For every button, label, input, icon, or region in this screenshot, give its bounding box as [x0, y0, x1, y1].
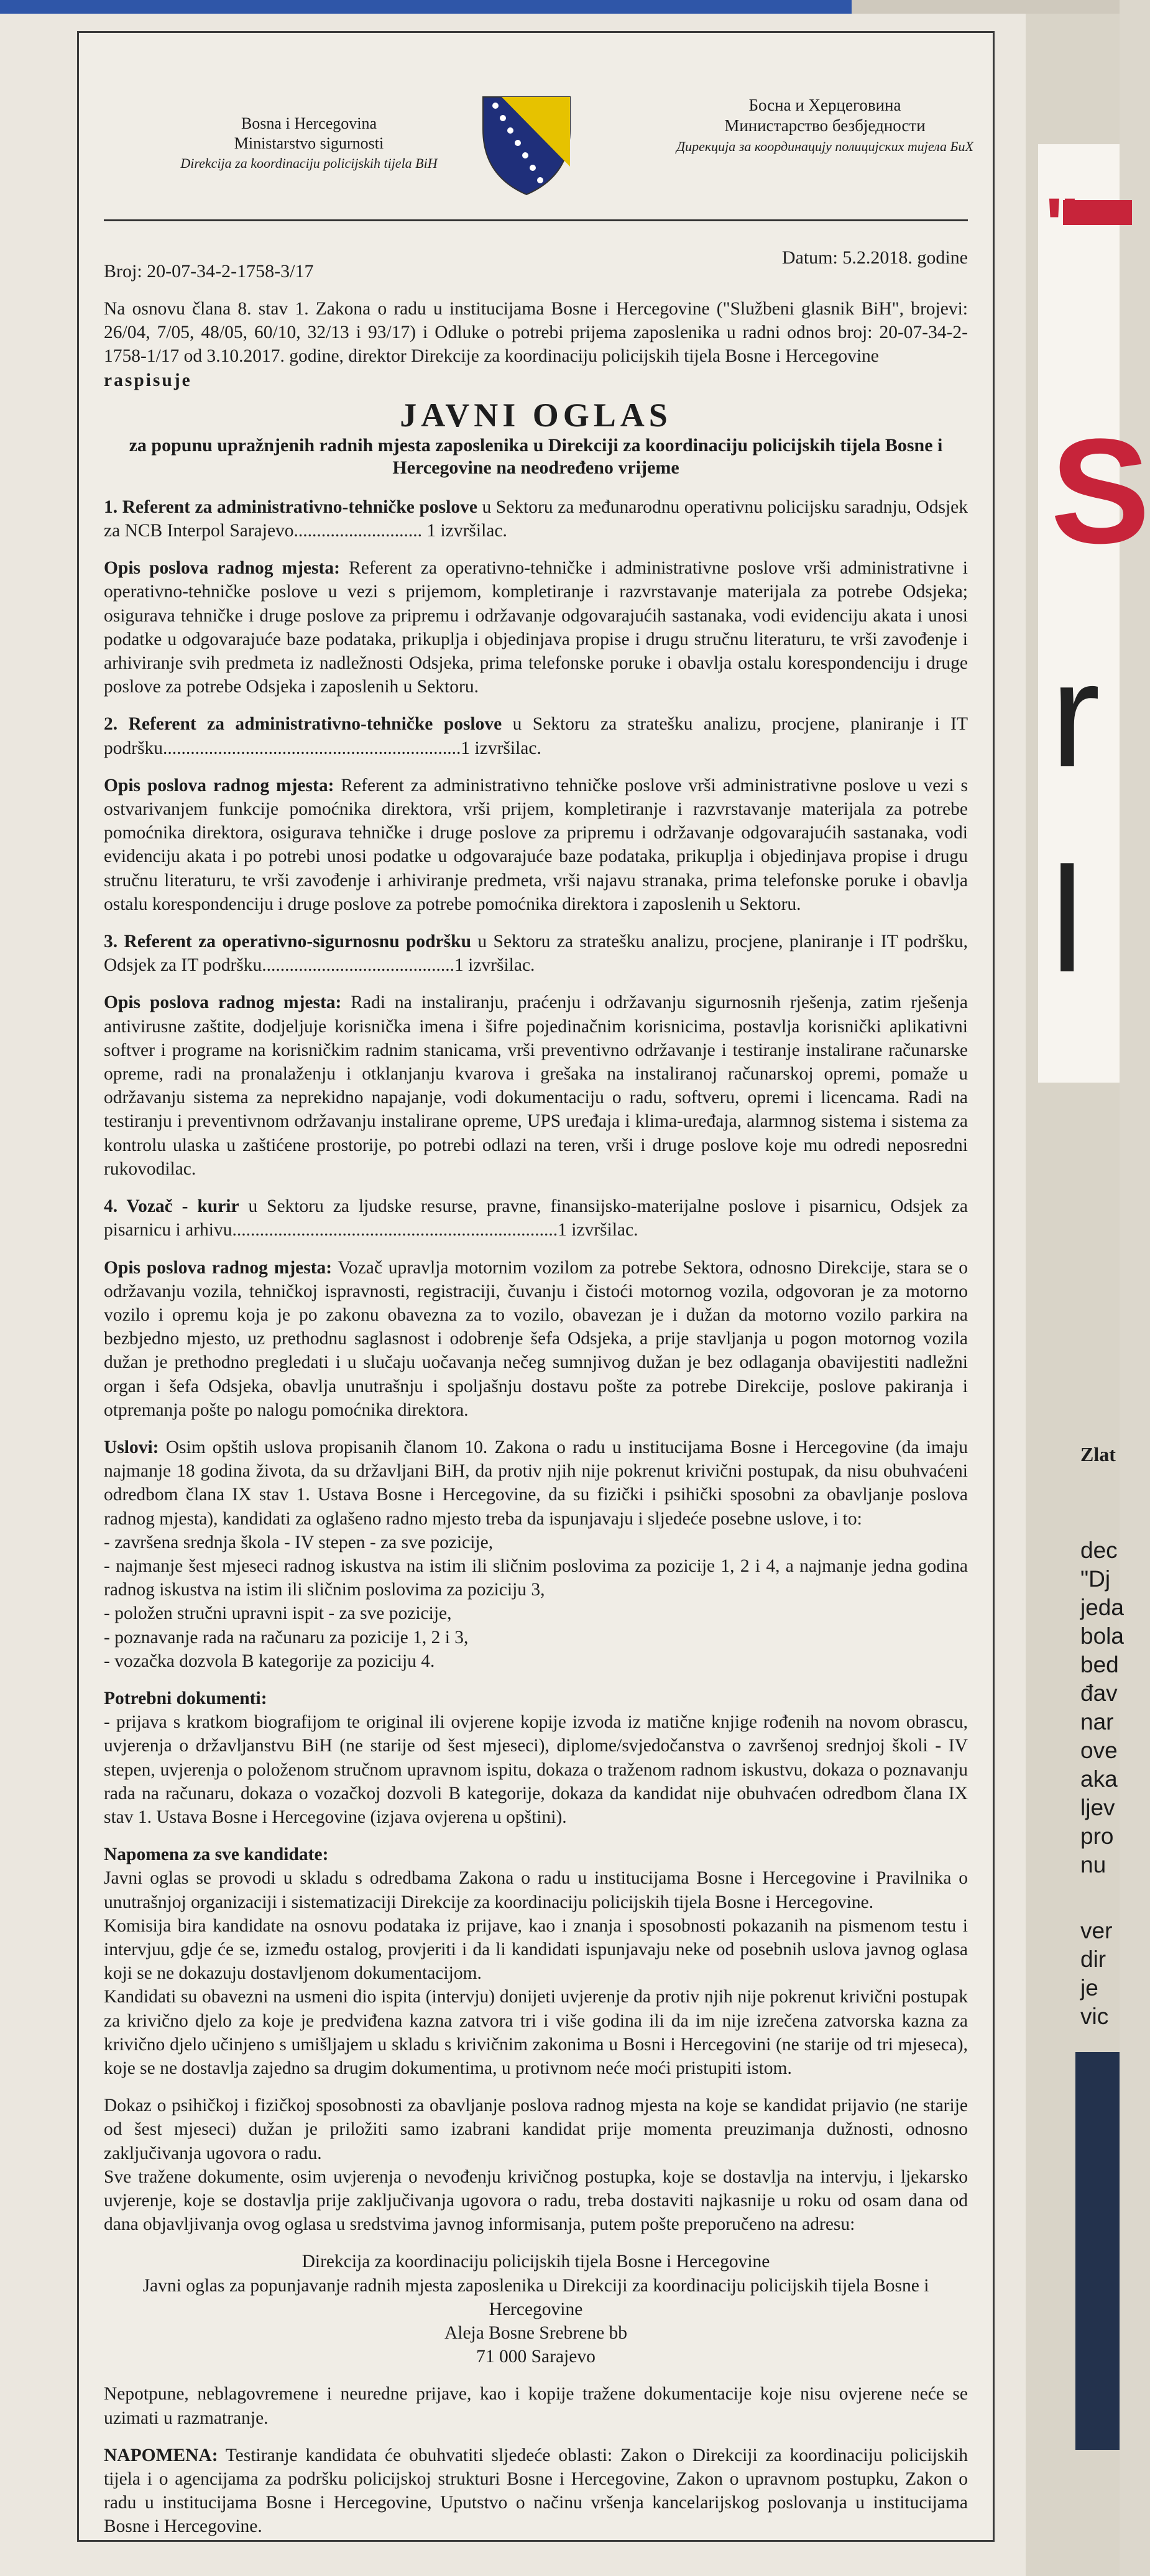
- notice-subtitle: za popunu upražnjenih radnih mjesta zaposlenika u Direkciji za koordinaciju policijskih tijela Bosne i Hercegovine na neodređeno vrijeme: [129, 434, 943, 478]
- position-3-heading: 3. Referent za operativno-sigurnosnu podršku: [104, 932, 471, 952]
- position-3-description: [104, 991, 968, 1181]
- header-latin: [135, 114, 483, 173]
- mailing-address: [104, 2250, 968, 2368]
- adjacent-big-letter: S: [1051, 408, 1150, 574]
- uslovi-item: - vozačka dozvola B kategorije za poziciju 4.: [104, 1651, 435, 1671]
- header-ministry: Ministarstvo sigurnosti: [234, 134, 384, 152]
- position-1-opis: Referent za operativno-tehničke i administrativne poslove vrši administrativne i operativno-tehničke poslove u vezi s prijemom, kompletiranje i razvrstavanje materijala za potrebe Odsjeka; osigurava tehničke i druge poslove za pripremu i održavanje odgovarajućih sastanaka, vodi evidenciju akata i unosi podatke u odgovarajuće baze podataka, prikuplja i objedinjava propise i drugu stručnu literaturu, te vrši zavođenje i arhiviranje svih predmeta iz nadležnosti Odsjeka, prima telefonske poruke i obavlja ostalu korespondenciju i druge poslove za potrebe Odsjeka i zaposlenih u Sektoru.: [104, 558, 968, 697]
- adjacent-big-letter: l: [1051, 837, 1084, 1003]
- napomena-label: Napomena za sve kandidate:: [104, 1845, 329, 1865]
- position-3: [104, 930, 968, 977]
- top-bar-gap: [852, 0, 1120, 14]
- header-ministry-cyrillic: Министарство безбједности: [724, 116, 926, 135]
- uslovi-item: - završena srednja škola - IV stepen - za sve pozicije,: [104, 1532, 494, 1552]
- uslovi-item: - poznavanje rada na računaru za pozicije 1, 2 i 3,: [104, 1627, 469, 1648]
- position-1: [104, 495, 968, 543]
- position-3-unit: u Sektoru za stratešku analizu, procjene, planiranje i IT podršku, Odsjek za IT podršku..........................................1 izvršilac.: [104, 932, 968, 976]
- adjacent-line: aka: [1080, 1766, 1118, 1792]
- adjacent-article-image: [1038, 144, 1150, 1083]
- notice-header: [79, 33, 993, 219]
- position-2-opis-label: Opis poslova radnog mjesta:: [104, 775, 334, 795]
- adjacent-line: nar: [1080, 1709, 1114, 1735]
- adjacent-big-letter: r: [1051, 631, 1100, 798]
- napomena-paragraph: Javni oglas se provodi u skladu s odredbama Zakona o radu u institucijama Bosne i Hercegovine i Pravilnika o unutrašnjoj organizaciji i sistematizaciji Direkcije za koordinaciju policijskih tijela Bosne i Hercegovine.: [104, 1868, 968, 1912]
- adjacent-page-strip: [1026, 14, 1150, 2576]
- position-4-heading: 4. Vozač - kurir: [104, 1196, 239, 1217]
- uslovi-item: - položen stručni upravni ispit - za sve pozicije,: [104, 1603, 452, 1624]
- position-2-opis: Referent za administrativno tehničke poslove vrši administrativne poslove u vezi s ostvarivanjem funkcije pomoćnika direktora, vrši prijem, kompletiranje i razvrstavanje materijala za potrebe pomoćnika direktora, osigurava tehničke i druge poslove za pripremu i održavanje odgovarajućih sastanaka, vodi evidenciju akata i po potrebi unosi podatke u odgovarajuće baze podataka, prikuplja i objedinjava propise i drugu stručnu literaturu, te vrši zavođenje i arhiviranje predmeta, vrši najavu stranaka, prima telefonske poruke i obavlja ostalu korespondenciju i druge poslove za potrebe pomoćnika direktora i zaposlenih u Sektoru.: [104, 775, 968, 914]
- adjacent-line: bed: [1080, 1652, 1119, 1677]
- adjacent-line: vic: [1080, 2004, 1109, 2029]
- header-directorate-cyrillic: Дирекција за координацију полицијских тијела БиХ: [676, 139, 973, 154]
- position-4-opis: Vozač upravlja motornim vozilom za potrebe Sektora, odnosno Direkcije, stara se o održavanju vozila, tehničkoj ispravnosti, registraciji, čuvanju i čistoći motornog vozila, odgovoran je za motorno vozilo i opremu koja je po zakonu obavezna za to vozilo, obavezan je i dužan da motorno vozilo parkira na bezbjedno mjesto, uz prethodnu saglasnost i odobrenje šefa Odsjeka, a prije stavljanja u pogon motornog vozila dužan je prethodno pregledati i u slučaju uočavanja nečeg sumnjivog dužan je bez odlaganja obavijestiti nadležni organ i šefa Odsjeka, obavlja unutrašnju i spoljašnju dostavu pošte za potrebe Direkcije, poslove pakiranja i otpremanja pošte po nalogu pomoćnika direktora.: [104, 1257, 968, 1420]
- dokumenti-text: - prijava s kratkom biografijom te original ili ovjerene kopije izvoda iz matične knjige rođenih na novom obrascu, uvjerenja o državljanstvu BiH (ne starije od šest mjeseci), diplome/svjedočanstva o završenoj srednjoj školi - IV stepen, uvjerenja o položenom stručnom upravnom ispitu, dokaza o traženom radnom iskustvu, dokaza o poznavanju rada na računaru, dokaza o vozačkoj dozvoli B kategorije, dokaza da kandidat nije obuhvaćen odredbom člana IX stav 1. Ustava Bosne i Hercegovine (izjava ovjerena u opštini).: [104, 1712, 968, 1827]
- uslovi-label: Uslovi:: [104, 1437, 159, 1457]
- notice-title: JAVNI OGLAS: [400, 396, 672, 434]
- adjacent-line: nu: [1080, 1852, 1106, 1877]
- adjacent-line: ljev: [1080, 1795, 1115, 1820]
- adjacent-column-label: Zlat: [1080, 1443, 1116, 1465]
- uslovi-section: [104, 1436, 968, 1673]
- position-1-heading: 1. Referent za administrativno-tehničke poslove: [104, 497, 477, 517]
- header-divider: [104, 219, 968, 221]
- position-4-description: [104, 1256, 968, 1422]
- newspaper-page: [0, 14, 1026, 2576]
- dostava-section: [104, 2094, 968, 2236]
- address-line: Direkcija za koordinaciju policijskih tijela Bosne i Hercegovine: [301, 2252, 770, 2272]
- intro-paragraph: Na osnovu člana 8. stav 1. Zakona o radu u institucijama Bosne i Hercegovine ("Službeni glasnik BiH", brojevi: 26/04, 7/05, 48/05, 60/10, 32/13 i 93/17) i Odluke o potrebi prijema zaposlenika u radni odnos broj: 20-07-34-2-1758-1/17 od 3.10.2017. godine, direktor Direkcije za koordinaciju policijskih tijela Bosne i Hercegovine: [104, 299, 968, 367]
- adjacent-line: đav: [1080, 1680, 1118, 1706]
- public-notice-box: [77, 31, 995, 2542]
- header-cyrillic: [651, 95, 999, 157]
- position-2-description: [104, 774, 968, 916]
- header-country-cyrillic: Босна и Херцеговина: [748, 96, 901, 114]
- adjacent-line: ver: [1080, 1918, 1113, 1943]
- adjacent-line: dir: [1080, 1946, 1106, 1972]
- position-3-opis-label: Opis poslova radnog mjesta:: [104, 992, 342, 1013]
- adjacent-quote-mark: ": [1044, 183, 1080, 266]
- position-3-opis: Radi na instaliranju, praćenju i održavanju sigurnosnih rješenja, zatim rješenja antivirusne zaštite, dodjeljuje korisnička imena i šifre pojedinačnim korisnicima, postavlja korisnički aplikativni softver i programe na korisničkim radnim stanicama, vrši preventivno održavanje i testiranje instalirane računarske opreme, radi na pronalaženju i otklanjanju kvarova i grešaka na instaliranoj računarskoj opremi, pomaže u održavanju sistema za neprekidno napajanje, vodi dokumentaciju o radu, softveru, opremi i licencama. Radi na testiranju i preventivnom održavanju instalirane opreme, UPS uređaja i klima-uređaja, alarmnog sistema i sistema za kontrolu ulaska u zaštićene prostorije, po potrebi odlazi na teren, vrši i druge poslove koje mu odredi neposredni rukovodilac.: [104, 992, 968, 1179]
- adjacent-line: dec: [1080, 1538, 1118, 1563]
- napomena-paragraph: Dokaz o psihičkoj i fizičkoj sposobnosti za obavljanje poslova radnog mjesta na koje se kandidat prijavio (ne starije od šest mjeseci) dužan je priložiti samo izabrani kandidat prije momenta preuzimanja dužnosti, odnosno zaključivanja ugovora o radu.: [104, 2096, 968, 2163]
- notice-body: [104, 297, 968, 2552]
- position-2-unit: u Sektoru za stratešku analizu, procjene, planiranje i IT podršku.................................................................1 izvršilac.: [104, 714, 968, 758]
- adjacent-column-text: [1080, 1536, 1124, 2031]
- document-number: Broj: 20-07-34-2-1758-3/17: [104, 261, 314, 282]
- final-note-label: NAPOMENA:: [104, 2445, 218, 2465]
- position-4-opis-label: Opis poslova radnog mjesta:: [104, 1257, 333, 1278]
- adjacent-line: pro: [1080, 1823, 1114, 1849]
- address-line: Aleja Bosne Srebrene bb: [444, 2323, 628, 2344]
- position-1-unit: u Sektoru za međunarodnu operativnu policijsku saradnju, Odsjek za NCB Interpol Sarajevo............................ 1 izvršilac.: [104, 497, 968, 541]
- napomena-paragraph: Kandidati su obavezni na usmeni dio ispita (intervju) donijeti uvjerenje da protiv njih nije pokrenut krivični postupak za krivično djelo za koje je predviđena kazna zatvora tri i više godina ili da im nije izrečena zatvorska kazna za krivično djelo učinjeno s umišljajem u skladu s krivičnim zakonima u Bosni i Hercegovini (ne starije od tri mjeseca), koje se ne dostavlja zajedno sa drugim dokumentima, u protivnom neće moći pristupiti istom.: [104, 1987, 968, 2078]
- header-country: Bosna i Hercegovina: [241, 114, 377, 132]
- napomena-paragraph: Komisija bira kandidate na osnovu podataka iz prijave, kao i znanja i sposobnosti pokazanih na pismenom testu i intervjuu, gdje će se, između ostalog, provjeriti i da li kandidati ispunjavaju neke od posebnih uslova javnog oglasa koji se ne dokazuju dostavljenom dokumentacijom.: [104, 1915, 968, 1984]
- napomena-paragraph: Sve tražene dokumente, osim uvjerenja o nevođenju krivičnog postupka, koje se dostavlja na intervju, i ljekarsko uvjerenje, koje se dostavlja prije zaključivanja ugovora o radu, treba dostaviti najkasnije u roku od osam dana od dana objavljivanja ovog oglasa u sredstvima javnog informisanja, putem pošte preporučeno na adresu:: [104, 2166, 968, 2235]
- uslovi-item: - najmanje šest mjeseci radnog iskustva na istim ili sličnim poslovima za pozicije 1, 2 i 4, a najmanje jedna godina radnog iskustva na istim ili sličnim poslovima za poziciju 3,: [104, 1556, 968, 1600]
- dokumenti-section: [104, 1687, 968, 1829]
- address-line: 71 000 Sarajevo: [476, 2347, 596, 2367]
- final-note: [104, 2444, 968, 2539]
- adjacent-dark-image: [1075, 2052, 1120, 2450]
- adjacent-line: bola: [1080, 1623, 1124, 1649]
- position-4: [104, 1194, 968, 1242]
- adjacent-line: ove: [1080, 1738, 1118, 1763]
- uslovi-text: Osim opštih uslova propisanih članom 10. Zakona o radu u institucijama Bosne i Hercegovine (da imaju najmanje 18 godina života, da su državljani BiH, da protiv njih nije pokrenut krivični postupak, da nisu obuhvaćeni odredbom člana IX stav 1. Ustava Bosne i Hercegovine, da su fizički i psihički sposobni za obavljanje poslova radnog mjesta), kandidati za oglašeno radno mjesto treba da ispunjavaju i sljedeće posebne uslove, i to:: [104, 1437, 968, 1529]
- adjacent-line: "Dj: [1080, 1566, 1111, 1592]
- bih-coat-of-arms-icon: [477, 92, 576, 198]
- adjacent-line: jeda: [1080, 1595, 1124, 1620]
- position-2-heading: 2. Referent za administrativno-tehničke poslove: [104, 714, 502, 735]
- napomena-section: [104, 1843, 968, 2080]
- position-2: [104, 712, 968, 759]
- header-directorate: Direkcija za koordinaciju policijskih tijela BiH: [180, 155, 438, 171]
- document-meta: [104, 247, 968, 282]
- position-1-opis-label: Opis poslova radnog mjesta:: [104, 558, 340, 579]
- dokumenti-label: Potrebni dokumenti:: [104, 1688, 267, 1708]
- position-1-description: [104, 556, 968, 699]
- adjacent-line: je: [1080, 1975, 1098, 2001]
- incomplete-applications-note: Nepotpune, neblagovremene i neuredne prijave, kao i kopije tražene dokumentacije koje nisu ovjerene neće se uzimati u razmatranje.: [104, 2384, 968, 2428]
- address-line: Javni oglas za popunjavanje radnih mjesta zaposlenika u Direkciji za koordinaciju policijskih tijela Bosne i Hercegovine: [142, 2275, 929, 2319]
- raspisuje-word: raspisuje: [104, 370, 192, 390]
- final-note-text: Testiranje kandidata će obuhvatiti sljedeće oblasti: Zakon o Direkciji za koordinaciju policijskih tijela i o agencijama za podršku policijskoj strukturi Bosne i Hercegovine, Zakon o upravnom postupku, Zakon o radu u institucijama Bosne i Hercegovine, Uputstvo o načinu vršenja kancelarijskog poslovanja u institucijama Bosne i Hercegovine.: [104, 2445, 968, 2537]
- position-4-unit: u Sektoru za ljudske resurse, pravne, finansijsko-materijalne poslove i pisarnicu, Odsjek za pisarnicu i arhivu.......................................................................1 izvršilac.: [104, 1196, 968, 1240]
- document-date: Datum: 5.2.2018. godine: [781, 247, 968, 268]
